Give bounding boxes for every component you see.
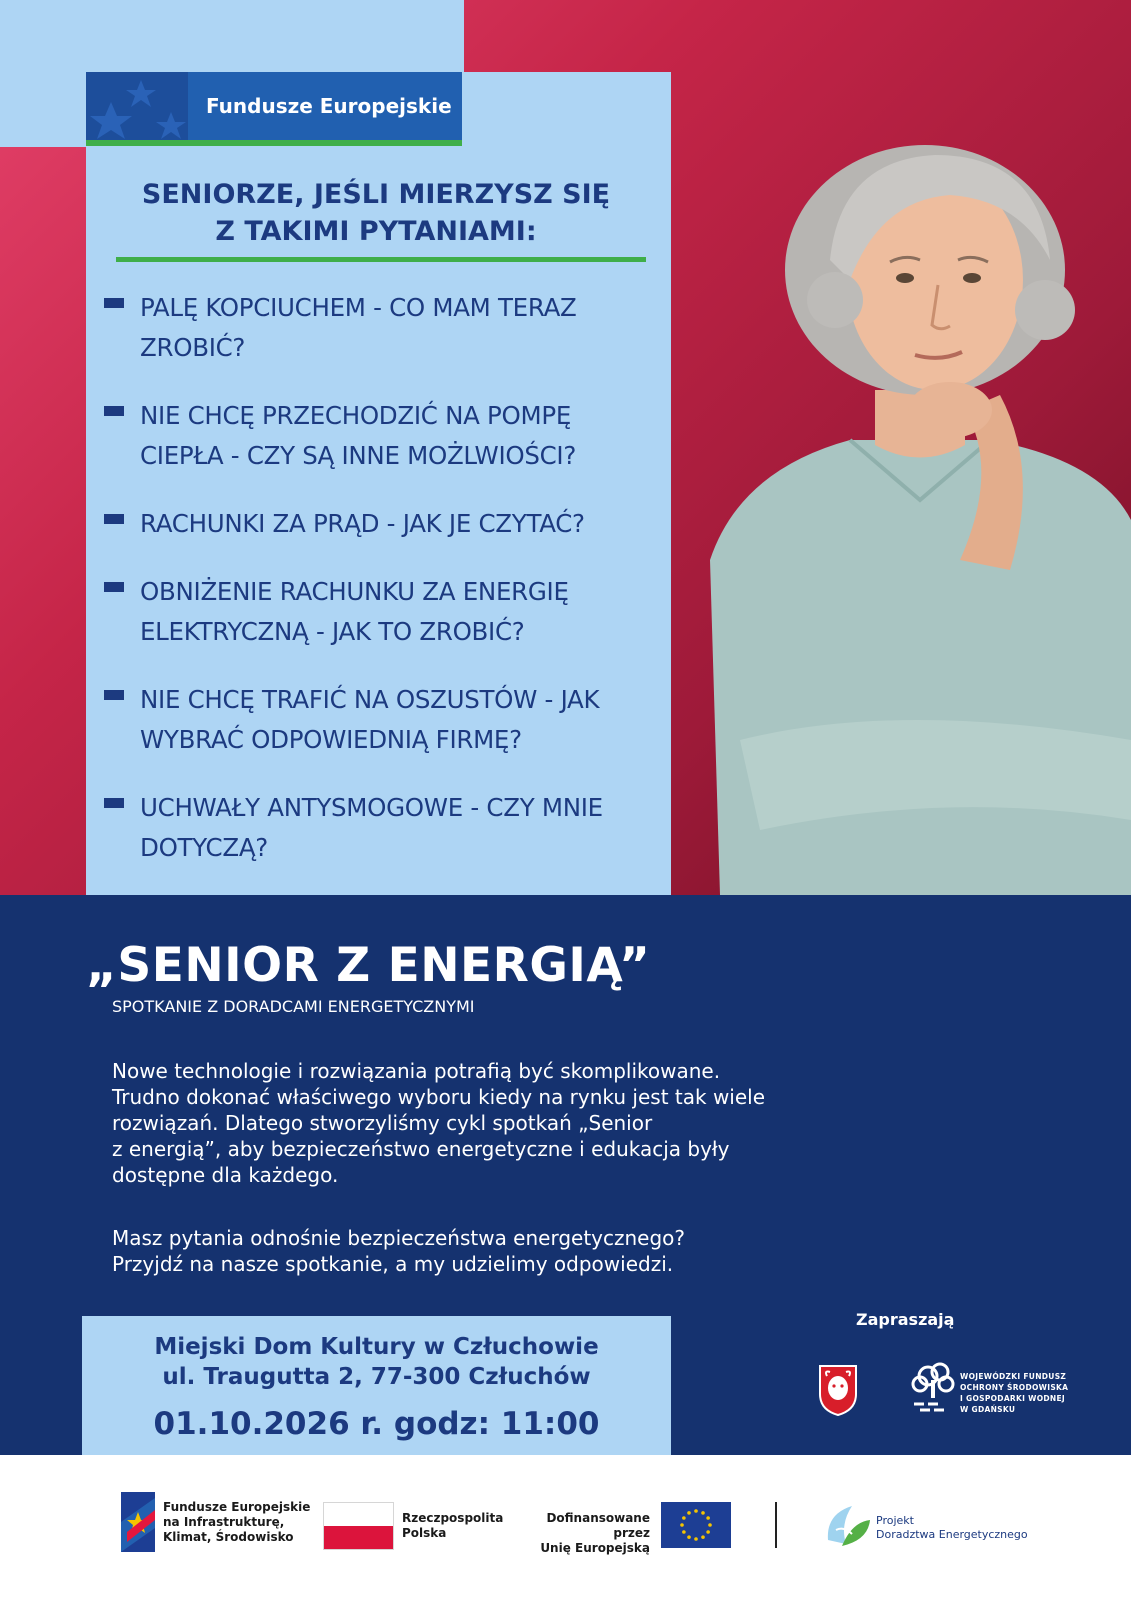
eu-star-icon xyxy=(687,1535,691,1539)
eu-star-icon xyxy=(680,1523,684,1527)
heading-line-1: SENIORZE, JEŚLI MIERZYSZ SIĘ xyxy=(141,179,611,210)
eu-star-icon xyxy=(682,1516,686,1520)
pde-logo-icon xyxy=(822,1500,872,1548)
fe-programme-name xyxy=(163,1500,310,1545)
question-text: NIE CHCĘ PRZECHODZIĆ NA POMPĘ xyxy=(140,401,571,430)
bullet-icon xyxy=(104,690,124,700)
questions-list xyxy=(104,288,664,896)
event-datetime: 01.10.2026 r. godz: 11:00 xyxy=(153,1406,600,1442)
eu-flag-icon xyxy=(661,1502,731,1548)
list-item xyxy=(104,788,664,868)
question-text: DOTYCZĄ? xyxy=(140,833,268,862)
bullet-icon xyxy=(104,406,124,416)
list-item xyxy=(104,572,664,652)
city-crest-icon xyxy=(818,1364,858,1416)
question-text: CIEPŁA - CZY SĄ INNE MOŻLWIOŚCI? xyxy=(140,441,577,470)
description-line: Trudno dokonać właściwego wyboru kiedy na rynku jest tak wiele xyxy=(112,1085,766,1109)
country-name xyxy=(402,1511,503,1541)
venue-address: ul. Traugutta 2, 77-300 Człuchów xyxy=(162,1364,591,1390)
description-line: rozwiązań. Dlatego stworzyliśmy cykl spotkań „Senior xyxy=(112,1111,653,1135)
eu-star-icon xyxy=(706,1530,710,1534)
event-description xyxy=(112,1058,812,1188)
event-invitation-text xyxy=(112,1225,812,1277)
eu-star-icon xyxy=(701,1511,705,1515)
eu-star-icon xyxy=(708,1523,712,1527)
fe-programme-logo-icon xyxy=(121,1492,155,1552)
heading-line-2: Z TAKIMI PYTANIAMI: xyxy=(215,216,537,247)
footer-divider xyxy=(775,1502,777,1548)
event-subtitle: SPOTKANIE Z DORADCAMI ENERGETYCZNYMI xyxy=(112,997,475,1016)
bullet-icon xyxy=(104,298,124,308)
fe-programme-line: na Infrastrukturę, xyxy=(163,1515,285,1529)
fe-programme-line: Klimat, Środowisko xyxy=(163,1530,294,1544)
polish-flag-icon xyxy=(323,1502,394,1550)
bullet-icon xyxy=(104,514,124,524)
programme-name: Fundusze Europejskie xyxy=(206,94,452,118)
bullet-icon xyxy=(104,798,124,808)
senior-woman-photo xyxy=(700,140,1131,895)
description-line: Przyjdź na nasze spotkanie, a my udzielimy odpowiedzi. xyxy=(112,1252,674,1276)
list-item xyxy=(104,396,664,476)
eu-star-icon xyxy=(706,1516,710,1520)
project-name xyxy=(876,1514,1028,1542)
eu-cofinance-line: Unię Europejską xyxy=(540,1541,650,1555)
question-text: WYBRAĆ ODPOWIEDNIĄ FIRMĘ? xyxy=(140,725,522,754)
wfos-name-line: WOJEWÓDZKI FUNDUSZ xyxy=(960,1372,1067,1381)
eu-star-icon xyxy=(687,1511,691,1515)
project-line: Doradztwa Energetycznego xyxy=(876,1528,1028,1541)
fe-programme-line: Fundusze Europejskie xyxy=(163,1500,311,1514)
eu-star-icon xyxy=(682,1530,686,1534)
wfos-name xyxy=(960,1371,1068,1415)
eu-stars-icon xyxy=(86,72,188,140)
question-text: ZROBIĆ? xyxy=(140,333,246,362)
country-line: Rzeczpospolita xyxy=(402,1511,504,1525)
venue-box xyxy=(82,1316,671,1455)
description-line: z energią”, aby bezpieczeństwo energetyczne i edukacja były xyxy=(112,1137,730,1161)
wfos-name-line: W GDAŃSKU xyxy=(960,1405,1016,1414)
header-accent-line xyxy=(86,140,462,146)
project-line: Projekt xyxy=(876,1514,914,1527)
eu-funds-header xyxy=(86,72,462,140)
wfos-name-line: I GOSPODARKI WODNEJ xyxy=(960,1394,1065,1403)
country-line: Polska xyxy=(402,1526,447,1540)
list-item xyxy=(104,680,664,760)
list-item xyxy=(104,288,664,368)
question-text: UCHWAŁY ANTYSMOGOWE - CZY MNIE xyxy=(140,793,603,822)
wfos-name-line: OCHRONY ŚRODOWISKA xyxy=(960,1383,1069,1392)
question-text: OBNIŻENIE RACHUNKU ZA ENERGIĘ xyxy=(140,577,569,606)
eu-star-icon xyxy=(701,1535,705,1539)
description-line: Nowe technologie i rozwiązania potrafią być skomplikowane. xyxy=(112,1059,721,1083)
eu-star-icon xyxy=(694,1509,698,1513)
eu-cofinance-line: Dofinansowane przez xyxy=(546,1511,650,1540)
eu-star-icon xyxy=(694,1537,698,1541)
venue-name: Miejski Dom Kultury w Człuchowie xyxy=(154,1334,599,1360)
eu-cofinance-label xyxy=(520,1511,650,1556)
organizers-label: Zapraszają xyxy=(856,1310,955,1329)
description-line: dostępne dla każdego. xyxy=(112,1163,339,1187)
event-title: „SENIOR Z ENERGIĄ” xyxy=(86,938,651,993)
question-text: NIE CHCĘ TRAFIĆ NA OSZUSTÓW - JAK xyxy=(140,685,600,714)
question-text: PALĘ KOPCIUCHEM - CO MAM TERAZ xyxy=(140,293,577,322)
heading-divider xyxy=(116,257,646,262)
description-line: Masz pytania odnośnie bezpieczeństwa energetycznego? xyxy=(112,1226,686,1250)
panel-heading xyxy=(116,176,636,250)
bullet-icon xyxy=(104,582,124,592)
list-item xyxy=(104,504,664,544)
question-text: RACHUNKI ZA PRĄD - JAK JE CZYTAĆ? xyxy=(140,509,585,538)
question-text: ELEKTRYCZNĄ - JAK TO ZROBIĆ? xyxy=(140,617,525,646)
